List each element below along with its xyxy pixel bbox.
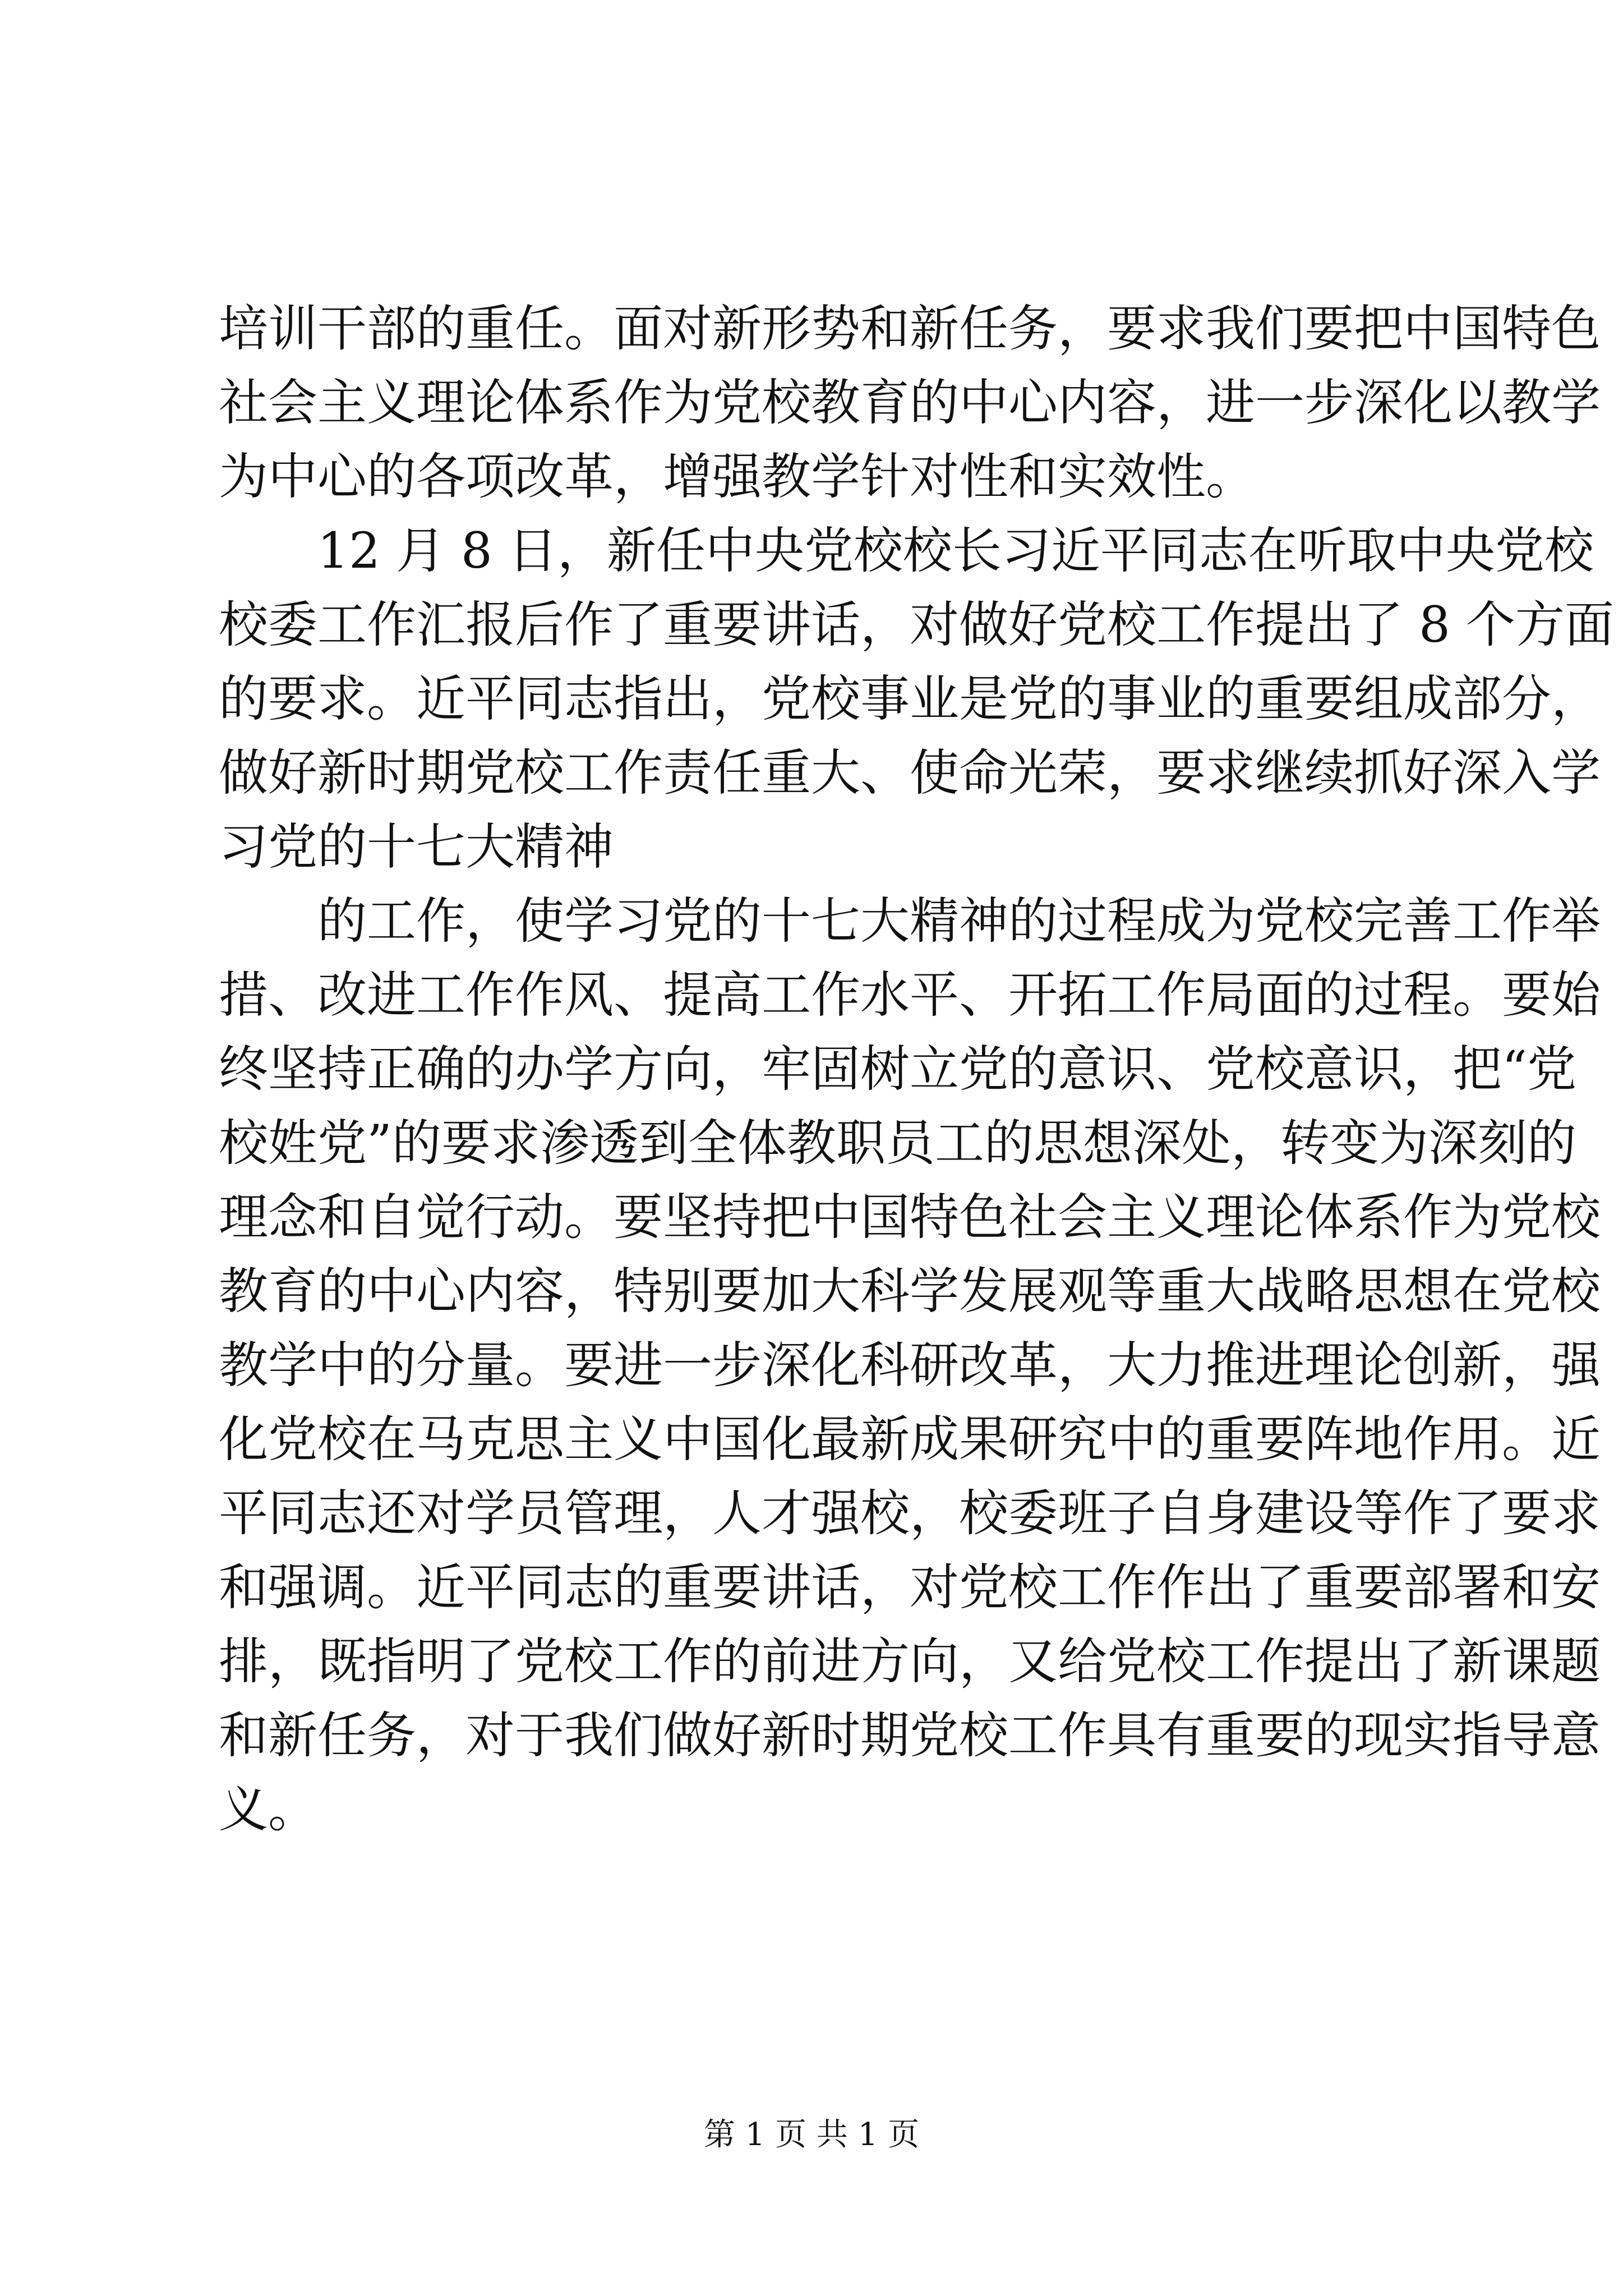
text-line: 平同志还对学员管理，人才强校，校委班子自身建设等作了要求 <box>219 1484 1601 1542</box>
text-line: 12 月 8 日，新任中央党校校长习近平同志在听取中央党校 <box>219 522 1594 579</box>
text-line: 终坚持正确的办学方向，牢固树立党的意识、党校意识，把“党 <box>219 1040 1576 1098</box>
text-line: 校姓党”的要求渗透到全体教职员工的思想深处，转变为深刻的 <box>219 1114 1576 1172</box>
text-line: 和新任务，对于我们做好新时期党校工作具有重要的现实指导意 <box>219 1706 1601 1764</box>
text-line: 和强调。近平同志的重要讲话，对党校工作作出了重要部署和安 <box>219 1558 1601 1616</box>
text-line: 社会主义理论体系作为党校教育的中心内容，进一步深化以教学 <box>219 374 1601 431</box>
page-footer <box>0 2113 1623 2157</box>
text-line: 措、改进工作作风、提高工作水平、开拓工作局面的过程。要始 <box>219 966 1601 1024</box>
text-line: 理念和自觉行动。要坚持把中国特色社会主义理论体系作为党校 <box>219 1188 1601 1246</box>
text-line: 为中心的各项改革，增强教学针对性和实效性。 <box>219 448 1256 505</box>
page-number-label: 第 1 页 共 1 页 <box>703 2116 920 2153</box>
text-line: 义。 <box>219 1780 318 1838</box>
text-line: 化党校在马克思主义中国化最新成果研究中的重要阵地作用。近 <box>219 1410 1601 1468</box>
text-line: 做好新时期党校工作责任重大、使命光荣，要求继续抓好深入学 <box>219 744 1601 802</box>
text-line: 教学中的分量。要进一步深化科研改革，大力推进理论创新，强 <box>219 1336 1601 1394</box>
text-line: 校委工作汇报后作了重要讲话，对做好党校工作提出了 8 个方面 <box>219 596 1614 654</box>
text-line: 的工作，使学习党的十七大精神的过程成为党校完善工作举 <box>219 892 1601 950</box>
body-text <box>219 292 1614 1847</box>
text-line: 培训干部的重任。面对新形势和新任务，要求我们要把中国特色 <box>219 300 1601 357</box>
text-line: 习党的十七大精神 <box>219 818 614 876</box>
text-line: 教育的中心内容，特别要加大科学发展观等重大战略思想在党校 <box>219 1262 1601 1320</box>
text-line: 排，既指明了党校工作的前进方向，又给党校工作提出了新课题 <box>219 1632 1601 1690</box>
text-line: 的要求。近平同志指出，党校事业是党的事业的重要组成部分， <box>219 670 1601 728</box>
